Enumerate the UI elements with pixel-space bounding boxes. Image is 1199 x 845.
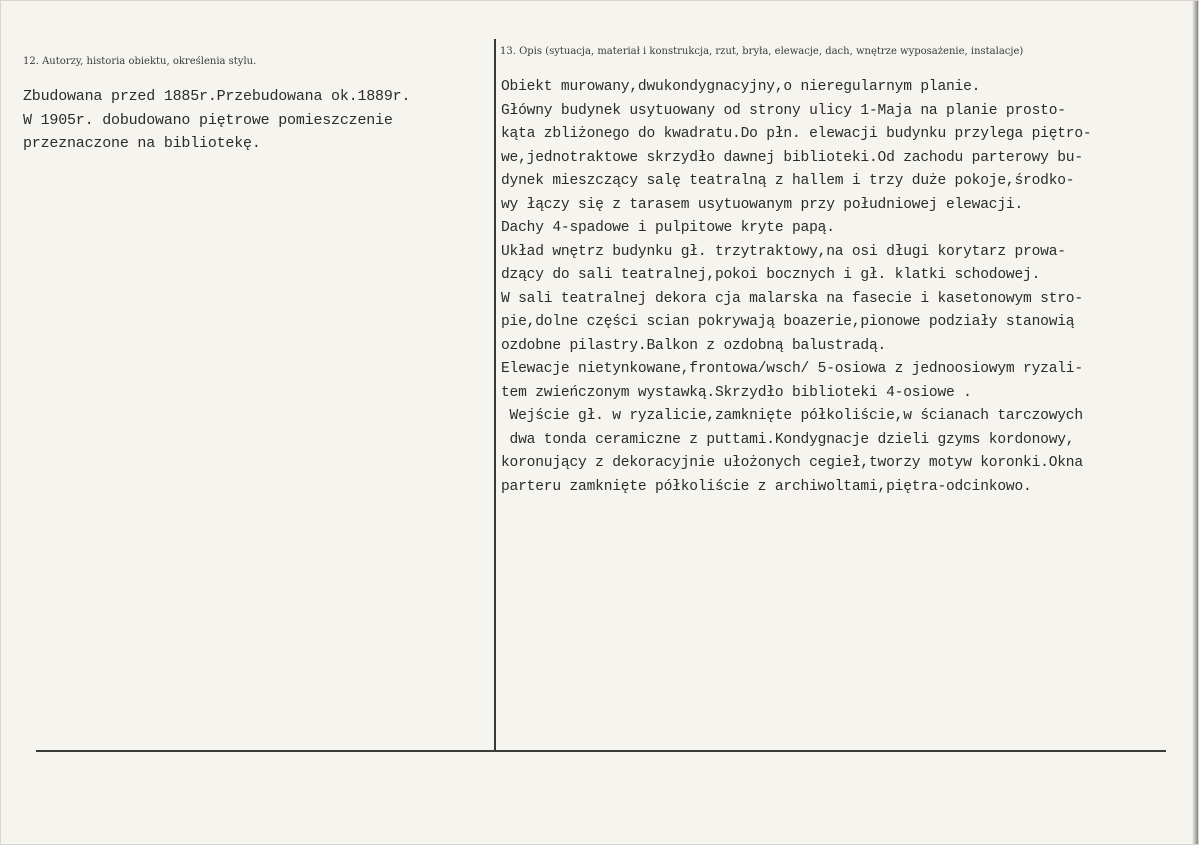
description-line: Główny budynek usytuowany od strony ulicy 1-Maja na planie prosto-	[501, 102, 1066, 119]
history-line: przeznaczone na bibliotekę.	[23, 135, 261, 152]
description-line: dwa tonda ceramiczne z puttami.Kondygnacje dzieli gzyms kordonowy,	[501, 431, 1075, 448]
description-line: wy łączy się z tarasem usytuowanym przy południowej elewacji.	[501, 196, 1024, 213]
history-line: Zbudowana przed 1885r.Przebudowana ok.1889r.	[23, 88, 411, 105]
column-divider	[494, 39, 496, 750]
description-line: Wejście gł. w ryzalicie,zamknięte półkoliście,w ścianach tarczowych	[501, 408, 1083, 424]
description-line: kąta zbliżonego do kwadratu.Do płn. elewacji budynku przylega piętro-	[501, 126, 1092, 142]
description-line: Dachy 4-spadowe i pulpitowe kryte papą.	[501, 220, 835, 236]
description-line: ozdobne pilastry.Balkon z ozdobną balustradą.	[501, 337, 887, 354]
description-line: dynek mieszczący salę teatralną z hallem i trzy duże pokoje,środko-	[501, 173, 1075, 189]
description-heading: 13. Opis (sytuacja, materiał i konstrukcja, rzut, bryła, elewacje, dach, wnętrze wyposażenie, instalacje)	[500, 46, 1024, 57]
description-line: dzący do sali teatralnej,pokoi bocznych i gł. klatki schodowej.	[501, 267, 1041, 283]
authors-history-style-heading: 12. Autorzy, historia obiektu, określenia stylu.	[23, 56, 257, 67]
description-line: W sali teatralnej dekora cja malarska na fasecie i kasetonowym stro-	[501, 290, 1083, 307]
description-text-block	[501, 76, 1191, 499]
scan-edge-shadow	[1192, 1, 1198, 845]
description-line: Układ wnętrz budynku gł. trzytraktowy,na osi długi korytarz prowa-	[501, 243, 1066, 260]
description-line: tem zwieńczonym wystawką.Skrzydło biblioteki 4-osiowe .	[501, 384, 972, 401]
description-line: parteru zamknięte półkoliście z archiwoltami,piętra-odcinkowo.	[501, 478, 1032, 495]
history-text-block	[23, 85, 478, 156]
description-line: Obiekt murowany,dwukondygnacyjny,o nieregularnym planie.	[501, 79, 981, 95]
description-line: Elewacje nietynkowane,frontowa/wsch/ 5-osiowa z jednoosiowym ryzali-	[501, 361, 1083, 377]
description-line: we,jednotraktowe skrzydło dawnej biblioteki.Od zachodu parterowy bu-	[501, 149, 1083, 166]
history-line: W 1905r. dobudowano piętrowe pomieszczenie	[23, 111, 393, 129]
description-line: pie,dolne części scian pokrywają boazerie,pionowe podziały stanowią	[501, 314, 1075, 330]
bottom-rule	[36, 750, 1166, 752]
description-line: koronujący z dekoracyjnie ułożonych cegieł,tworzy motyw koronki.Okna	[501, 455, 1083, 471]
